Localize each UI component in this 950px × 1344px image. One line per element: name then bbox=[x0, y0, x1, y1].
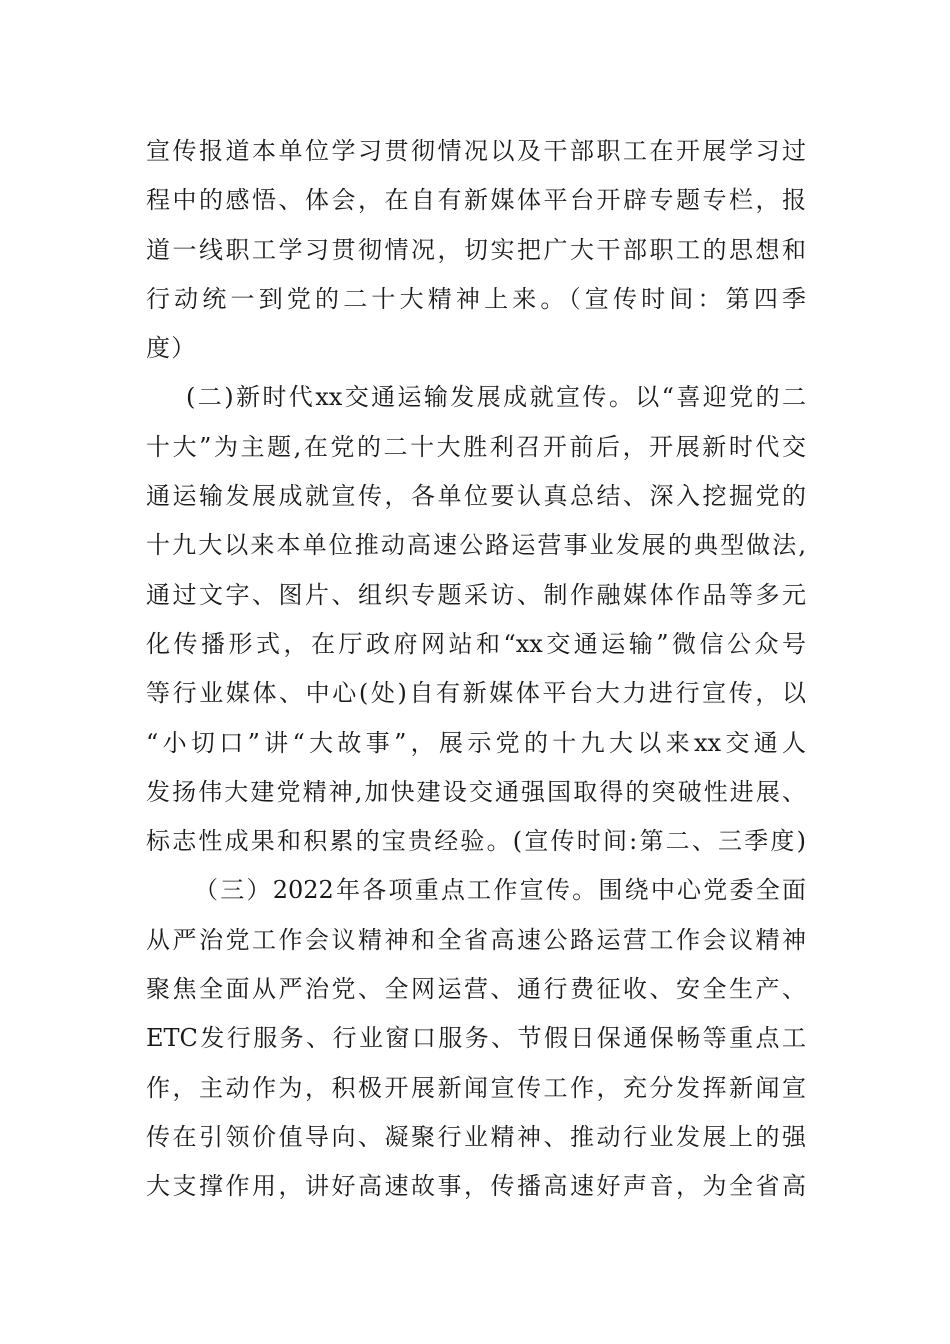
body-text bbox=[146, 127, 806, 1212]
text-line: 发扬伟大建党精神,加快建设交通强国取得的突破性进展、 bbox=[146, 777, 806, 806]
section-heading-line: (二)新时代xx交通运输发展成就宣传。以“喜迎党的二 bbox=[186, 383, 806, 412]
text-line: 度） bbox=[146, 334, 197, 363]
text-line: 宣传报道本单位学习贯彻情况以及干部职工在开展学习过 bbox=[146, 137, 806, 165]
section-heading-line: （三）2022年各项重点工作宣传。围绕中心党委全面 bbox=[194, 876, 806, 905]
text-line: 传在引领价值导向、凝聚行业精神、推动行业发展上的强 bbox=[146, 1122, 806, 1151]
text-line: 通运输发展成就宣传，各单位要认真总结、深入挖掘党的 bbox=[146, 482, 806, 511]
text-line: 行动统一到党的二十大精神上来。（宣传时间：第四季 bbox=[146, 284, 806, 313]
text-line: ETC发行服务、行业窗口服务、节假日保通保畅等重点工 bbox=[146, 1024, 806, 1053]
text-line: 聚焦全面从严治党、全网运营、通行费征收、安全生产、 bbox=[146, 975, 806, 1004]
text-line: 标志性成果和积累的宝贵经验。(宣传时间:第二、三季度) bbox=[146, 827, 806, 856]
text-line: “小切口”讲“大故事”，展示党的十九大以来xx交通人 bbox=[146, 728, 806, 757]
text-line: 化传播形式，在厅政府网站和“xx交通运输”微信公众号 bbox=[146, 629, 806, 658]
text-line: 十九大以来本单位推动高速公路运营事业发展的典型做法, bbox=[146, 531, 806, 560]
text-line: 作，主动作为，积极开展新闻宣传工作，充分发挥新闻宣 bbox=[146, 1073, 806, 1102]
text-line: 十大”为主题,在党的二十大胜利召开前后，开展新时代交 bbox=[146, 432, 806, 461]
text-line: 道一线职工学习贯彻情况，切实把广大干部职工的思想和 bbox=[146, 235, 806, 264]
text-line: 从严治党工作会议精神和全省高速公路运营工作会议精神 bbox=[146, 925, 806, 954]
text-line: 等行业媒体、中心(处)自有新媒体平台大力进行宣传，以 bbox=[146, 679, 806, 708]
text-line: 大支撑作用，讲好高速故事，传播高速好声音，为全省高 bbox=[146, 1172, 806, 1201]
text-line: 通过文字、图片、组织专题采访、制作融媒体作品等多元 bbox=[146, 580, 806, 609]
text-line: 程中的感悟、体会，在自有新媒体平台开辟专题专栏，报 bbox=[146, 186, 806, 215]
